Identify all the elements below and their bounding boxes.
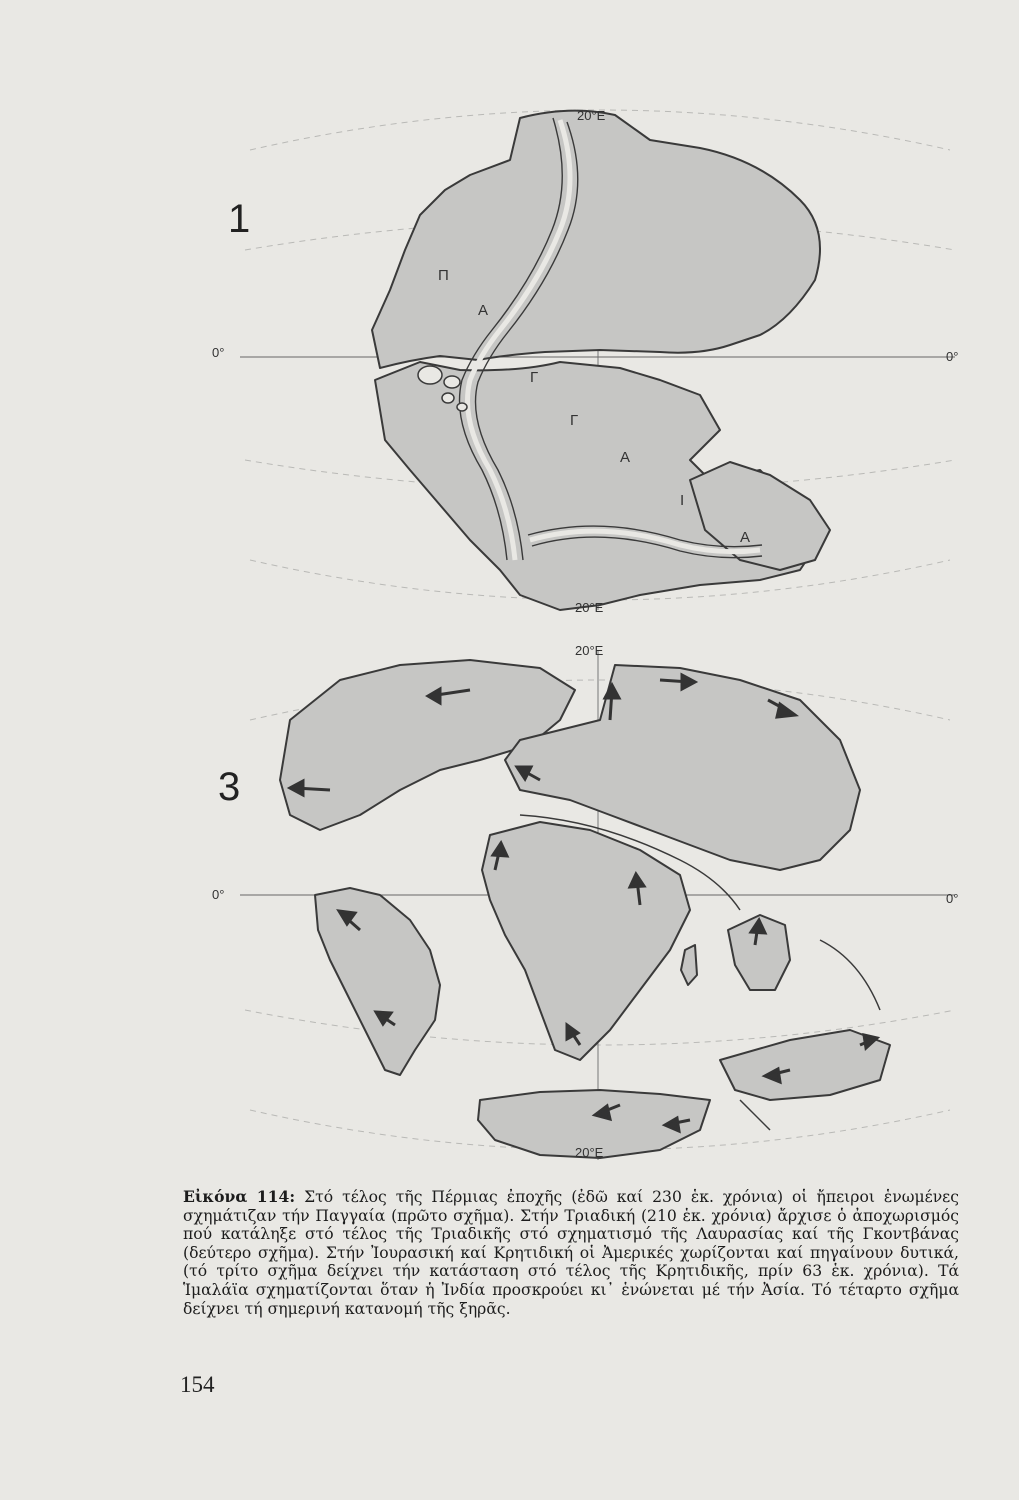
caption-label: Εἰκόνα 114: [183,1187,296,1206]
pangaea-north-landmass [372,111,820,368]
map-1-meridian-bottom: 20°E [575,600,604,615]
map-1-number: 1 [228,197,251,241]
pangaea-letter-7: Α [740,529,751,546]
pangaea-letter-1: Π [438,267,449,284]
map-3-meridian-top: 20°E [575,643,604,658]
pangaea-letter-6: Ι [680,492,685,509]
map-1 [212,108,958,615]
map-3-lat-right: 0° [946,891,959,906]
pangaea-letter-3: Γ [530,369,539,386]
pangaea-letter-5: Α [620,449,631,466]
map-3 [212,643,958,1160]
map-3-meridian-bottom: 20°E [575,1145,604,1160]
page-number: 154 [180,1372,215,1397]
map-3-number: 3 [218,765,241,809]
map-1-lat-right: 0° [946,349,959,364]
map-1-lat-left: 0° [212,345,225,360]
pangaea-letter-2: Α [478,302,489,319]
map-1-meridian-top: 20°E [577,108,606,123]
figure-caption [183,1188,959,1318]
madagascar-landmass [681,945,697,985]
pangaea-letter-4: Γ [570,412,579,429]
map-3-lat-left: 0° [212,887,225,902]
south-america-landmass [315,888,440,1075]
caption-text: Στό τέλος τῆς Πέρμιας ἐποχῆς (ἐδῶ καί 230 ἑκ. χρόνια) οἱ ἤπειροι ἑνωμένες σχημάτιζαν τήν Παγγαία (πρῶτο σχῆμα). Στήν Τριαδική (210 ἑκ. χρόνια) ἄρχισε ὁ ἀποχωρισμός πού κατάληξε στό τέλος τῆς Τριαδικῆς στό σχηματισμό τῆς Λαυρασίας καί τῆς Γκοντβάνας (δεύτερο σχῆμα). Στήν Ἰουρασική καί Κρητιδική οἱ Ἀμερικές χωρίζονται καί πηγαίνουν δυτικά, (τό τρίτο σχῆμα δείχνει τήν κατάσταση στό τέλος τῆς Κρητιδικῆς, πρίν 63 ἑκ. χρόνια). Τά Ἱμαλάϊα σχηματίζονται ὅταν ἡ Ἰνδία προσκρούει κι᾽ ἑνώνεται μέ τήν Ἀσία. Τό τέταρτο σχῆμα δείχνει τή σημερινή κατανομή τῆς ξηρᾶς. [183,1188,959,1318]
africa-landmass [482,822,690,1060]
